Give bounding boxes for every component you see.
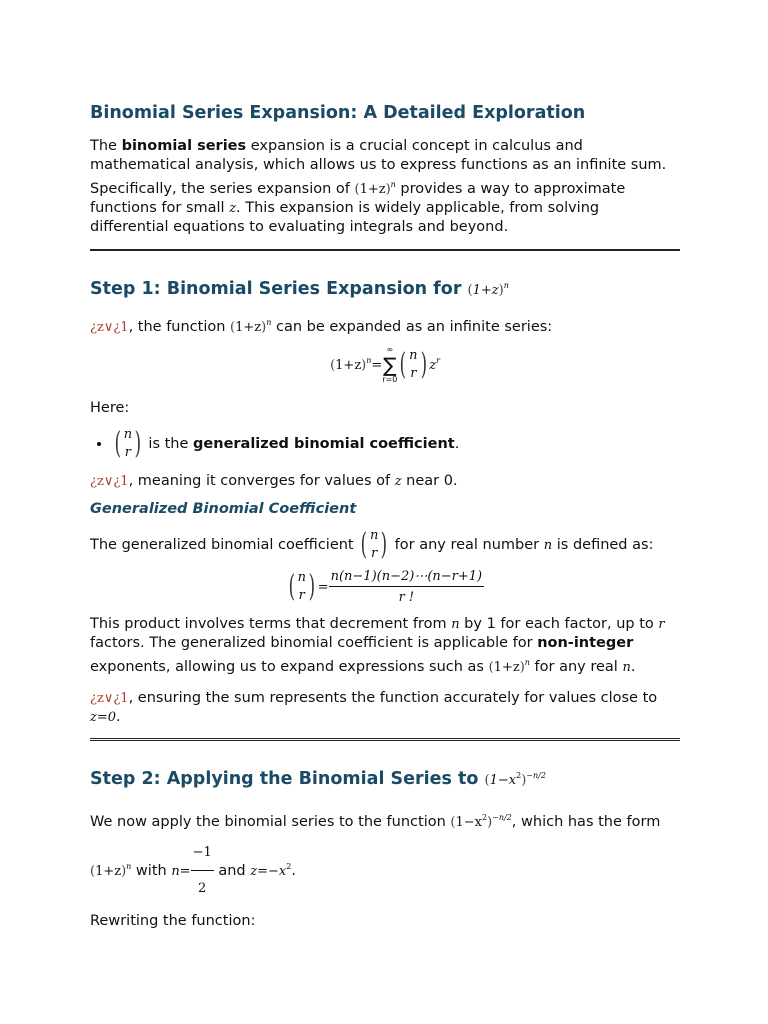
coefficient-formula: ( n r ) = $\frac{n(n-1)(n-2)\cdots(n-r+1)}{r !}$ — [288, 569, 483, 605]
section-divider — [90, 249, 680, 251]
document-page — [90, 100, 680, 931]
step2-heading: Step 2: Applying the Binomial Series to $(1-x^2)^{-n/2}$ — [90, 769, 546, 789]
garbled-math: ¿z∨¿1 — [90, 320, 129, 335]
intro-text: The — [90, 138, 122, 154]
step1-paragraph: ¿z∨¿1, the function $(1+z)^n$ can be expanded as an infinite series: — [90, 318, 553, 335]
math-expression: $(1+z)^n$ — [354, 180, 396, 197]
step1-heading: Step 1: Binomial Series Expansion for $(1+z)^n$ — [90, 279, 509, 299]
garbled-math: ¿z∨¿1 — [90, 691, 129, 706]
section-divider-double — [90, 738, 680, 741]
step2-paragraph: We now apply the binomial series to the function $(1-x^2)^{-n/2}$, which has the form $(1+z)^n$ with n= $\frac{-1}{2}$ and $z=-x^2$. — [90, 813, 661, 896]
accuracy-paragraph: ¿z∨¿1, ensuring the sum represents the function accurately for values close to z=0. — [90, 690, 658, 725]
intro-text: . This expansion is widely applicable, from solving differential equations to evaluating integrals and beyond. — [90, 200, 600, 235]
garbled-math: ¿z∨¿1 — [90, 474, 129, 489]
intro-text: expansion is a crucial concept in calculus and mathematical analysis, which allows us to express functions as an infinite sum. Specifically, the series expansion of — [90, 138, 667, 197]
series-formula: $(1+z)^n=$ ∞ ∑ r=0 ( n r ) $z^r$ — [330, 345, 440, 384]
rewriting-label: Rewriting the function: — [90, 913, 256, 929]
here-label: Here: — [90, 400, 130, 416]
intro-paragraph — [90, 137, 680, 237]
definition-list — [90, 426, 680, 462]
list-item: • ( n r ) is the generalized binomial coefficient. — [112, 426, 680, 462]
sum-symbol: ∞ ∑ r=0 — [382, 345, 398, 384]
gbc-paragraph: The generalized binomial coefficient ( n r ) for any real number n is defined as: — [90, 527, 654, 562]
math-variable: z — [229, 201, 237, 216]
intro-bold-term: binomial series — [121, 138, 247, 154]
gbc-heading: Generalized Binomial Coefficient — [90, 501, 357, 517]
convergence-paragraph: ¿z∨¿1, meaning it converges for values of z near 0. — [90, 473, 458, 489]
product-paragraph: This product involves terms that decrement from n by 1 for each factor, up to r factors. The generalized binomial coefficient is applicable for non-integer exponents, allowing us to expand expressions such as $(1+z)^n$ for any real n. — [90, 616, 665, 675]
page-title: Binomial Series Expansion: A Detailed Exploration — [90, 103, 586, 123]
intro-text: provides a way to approximate functions for small — [90, 181, 626, 216]
